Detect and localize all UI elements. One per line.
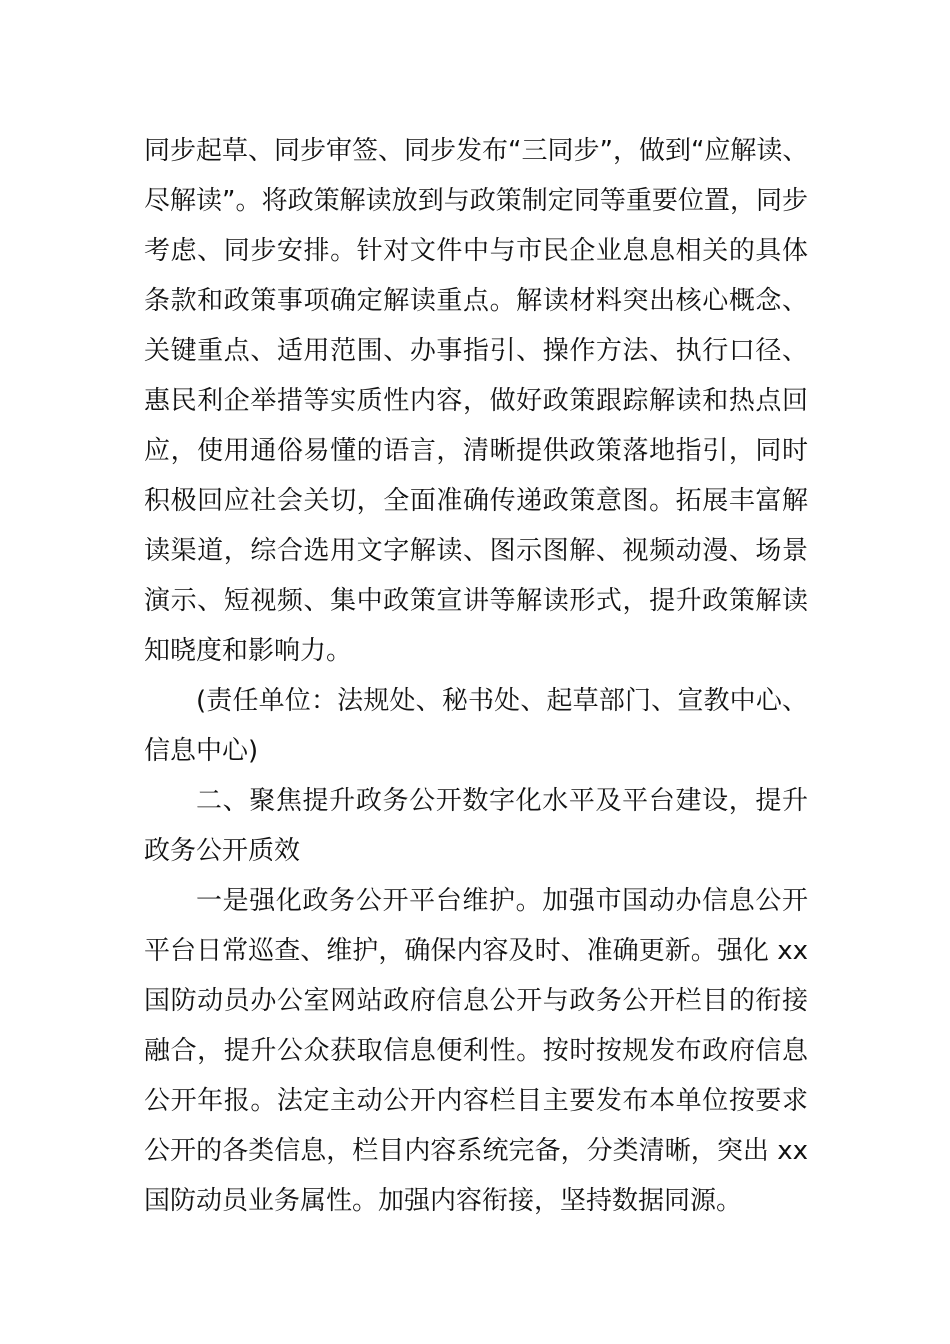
text-line: 一是强化政务公开平台维护。加强市国动办信息公开	[196, 886, 808, 916]
text-line: 读渠道，综合选用文字解读、图示图解、视频动漫、场景	[144, 536, 808, 566]
text-line: 演示、短视频、集中政策宣讲等解读形式，提升政策解读	[144, 586, 808, 616]
text-line: 同步起草、同步审签、同步发布“三同步”，做到“应解读、	[144, 136, 809, 166]
responsibility-line: (责任单位：法规处、秘书处、起草部门、宣教中心、	[196, 686, 808, 716]
text-line: 条款和政策事项确定解读重点。解读材料突出核心概念、	[144, 286, 808, 316]
text-line: 应，使用通俗易懂的语言，清晰提供政策落地指引，同时	[144, 436, 808, 466]
section-heading: 二、聚焦提升政务公开数字化水平及平台建设，提升	[196, 786, 808, 816]
text-line: 国防动员业务属性。加强内容衔接，坚持数据同源。	[144, 1186, 743, 1216]
text-line: 公开的各类信息，栏目内容系统完备，分类清晰，突出 xx	[144, 1136, 808, 1166]
text-line: 惠民利企举措等实质性内容，做好政策跟踪解读和热点回	[144, 386, 808, 416]
text-line: 国防动员办公室网站政府信息公开与政务公开栏目的衔接	[144, 986, 808, 1016]
text-line: 融合，提升公众获取信息便利性。按时按规发布政府信息	[144, 1036, 808, 1066]
responsibility-line: 信息中心)	[144, 736, 259, 766]
text-line: 积极回应社会关切，全面准确传递政策意图。拓展丰富解	[144, 486, 808, 516]
text-line: 关键重点、适用范围、办事指引、操作方法、执行口径、	[144, 336, 808, 366]
document-body	[144, 126, 808, 1226]
text-line: 知晓度和影响力。	[144, 636, 353, 666]
text-line: 平台日常巡查、维护，确保内容及时、准确更新。强化 xx	[144, 936, 808, 966]
text-line: 公开年报。法定主动公开内容栏目主要发布本单位按要求	[144, 1086, 808, 1116]
text-line: 尽解读”。将政策解读放到与政策制定同等重要位置，同步	[144, 186, 808, 216]
text-line: 考虑、同步安排。针对文件中与市民企业息息相关的具体	[144, 236, 808, 266]
section-heading: 政务公开质效	[144, 836, 301, 866]
